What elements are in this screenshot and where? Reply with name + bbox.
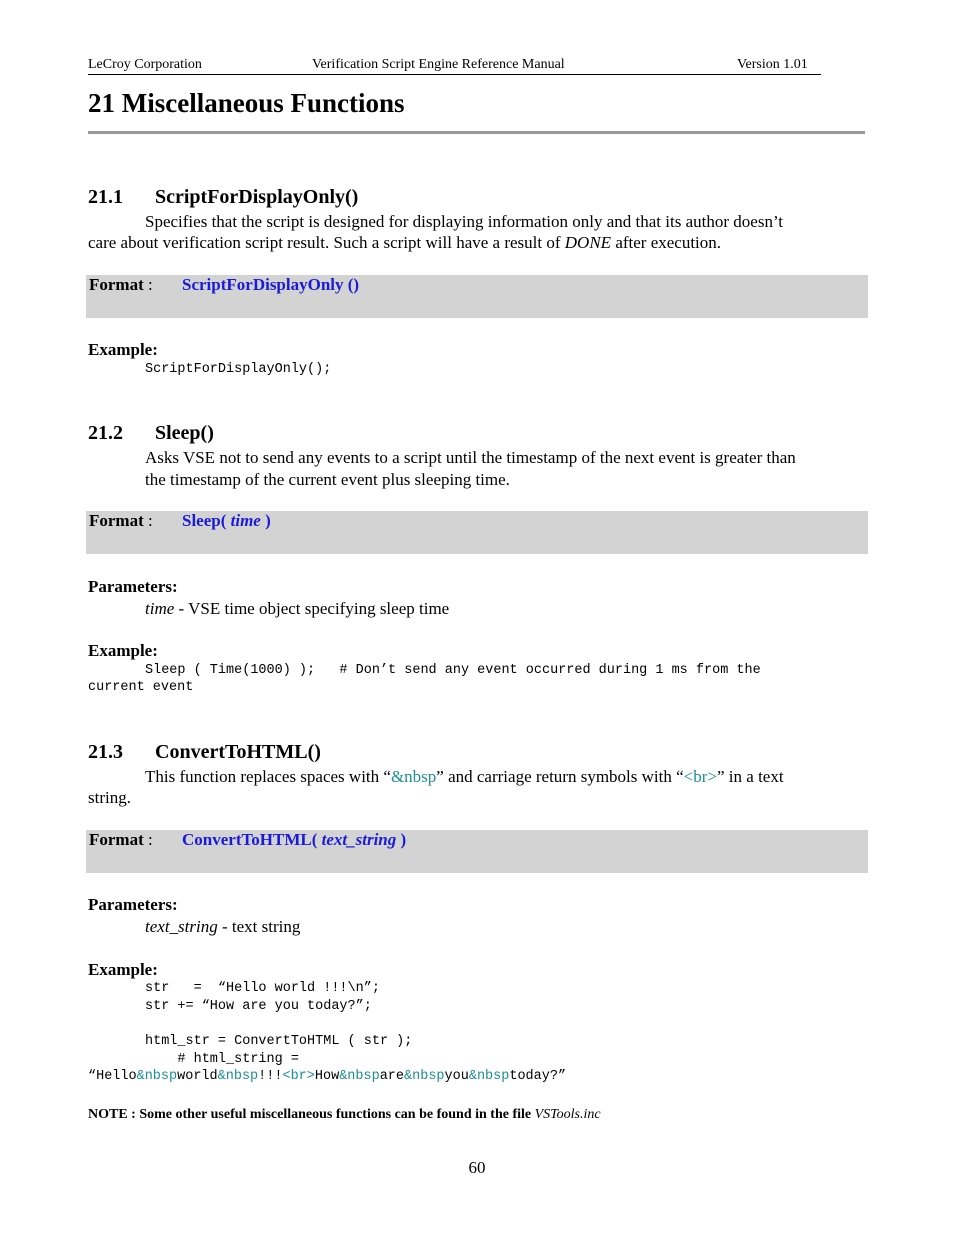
- format-signature: Sleep( time ): [182, 511, 271, 530]
- example-code: html_str = ConvertToHTML ( str );: [145, 1034, 413, 1049]
- section-desc-line: care about verification script result. Such a script will have a result of DONE after execution.: [88, 233, 722, 252]
- section-title: ScriptForDisplayOnly(): [155, 186, 359, 208]
- section-desc-line: Specifies that the script is designed for displaying information only and that its author doesn’t: [145, 212, 784, 231]
- section-desc-line: This function replaces spaces with “&nbsp” and carriage return symbols with “<br>” in a text: [145, 767, 784, 786]
- chapter-rule: [88, 131, 865, 134]
- section-heading-21-2: [88, 422, 214, 445]
- parameters-label: Parameters:: [88, 577, 178, 596]
- chapter-title: 21 Miscellaneous Functions: [88, 88, 405, 118]
- section-desc-line: the timestamp of the current event plus sleeping time.: [145, 470, 510, 489]
- section-heading-21-3: [88, 741, 321, 764]
- format-label: Format :: [89, 830, 153, 849]
- example-label: Example:: [88, 641, 158, 660]
- example-code: current event: [88, 680, 194, 695]
- header-manual-title: Verification Script Engine Reference Manual: [312, 57, 565, 72]
- example-code: str += “How are you today?”;: [145, 999, 372, 1014]
- format-signature: ConvertToHTML( text_string ): [182, 830, 407, 849]
- section-heading-21-1: [88, 186, 358, 209]
- example-code: “Hello&nbspworld&nbsp!!!<br>How&nbspare&nbspyou&nbsptoday?”: [88, 1069, 567, 1084]
- format-signature: ScriptForDisplayOnly (): [182, 275, 360, 294]
- format-box: [86, 511, 868, 554]
- section-desc-line: string.: [88, 788, 131, 807]
- page-number: 60: [468, 1158, 486, 1177]
- example-code: str = “Hello world !!!\n”;: [145, 981, 380, 996]
- format-box: [86, 830, 868, 873]
- format-label: Format :: [89, 275, 153, 294]
- section-title: ConvertToHTML(): [155, 741, 321, 763]
- example-code: Sleep ( Time(1000) ); # Don’t send any event occurred during 1 ms from the: [145, 663, 761, 678]
- section-number: 21.3: [88, 741, 123, 763]
- header-version: Version 1.01: [737, 57, 808, 72]
- example-label: Example:: [88, 340, 158, 359]
- header-rule: [88, 74, 821, 75]
- example-code: # html_string =: [145, 1052, 299, 1067]
- section-number: 21.1: [88, 186, 123, 208]
- example-code: ScriptForDisplayOnly();: [145, 362, 332, 377]
- note: NOTE : Some other useful miscellaneous functions can be found in the file VSTools.inc: [88, 1107, 601, 1122]
- format-label: Format :: [89, 511, 153, 530]
- section-desc-line: Asks VSE not to send any events to a script until the timestamp of the next event is greater than: [145, 448, 796, 467]
- header-company: LeCroy Corporation: [88, 57, 202, 72]
- section-title: Sleep(): [155, 422, 214, 444]
- parameter-entry: text_string - text string: [145, 917, 301, 936]
- example-label: Example:: [88, 960, 158, 979]
- parameter-entry: time - VSE time object specifying sleep time: [145, 599, 450, 618]
- section-number: 21.2: [88, 422, 123, 444]
- format-box: [86, 275, 868, 318]
- parameters-label: Parameters:: [88, 895, 178, 914]
